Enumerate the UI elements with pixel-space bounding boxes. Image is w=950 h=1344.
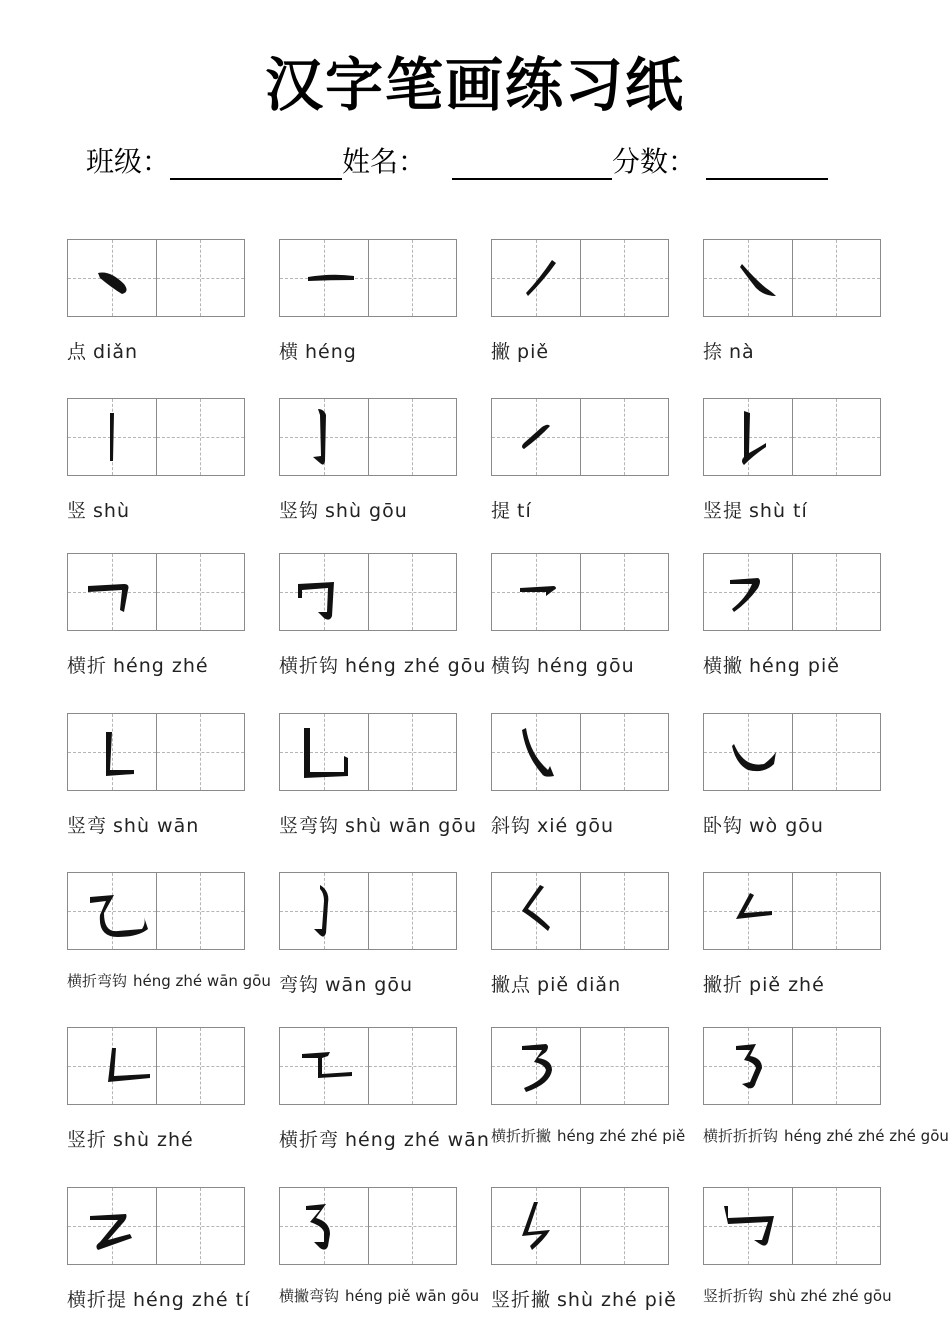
tian-grid[interactable] <box>703 1187 881 1265</box>
stroke-hanzi: 横撇弯钩 <box>279 1287 340 1305</box>
shu-wan-gou-stroke-icon <box>280 714 368 790</box>
tian-grid[interactable] <box>703 1027 881 1105</box>
example-box <box>492 873 581 949</box>
stroke-pinyin: wò gōu <box>749 815 824 837</box>
heng-stroke-icon <box>280 240 368 316</box>
student-info-row <box>86 140 828 180</box>
dian-stroke-icon <box>68 240 156 316</box>
stroke-practice-cell <box>491 1027 686 1146</box>
tian-grid[interactable] <box>67 1027 245 1105</box>
stroke-pinyin: héng zhé tí <box>133 1289 251 1311</box>
stroke-practice-cell <box>491 553 669 678</box>
stroke-pinyin: shù tí <box>749 500 808 522</box>
practice-box[interactable] <box>581 873 669 949</box>
class-label: 班级： <box>86 145 171 178</box>
tian-grid[interactable] <box>703 398 881 476</box>
heng-zhe-stroke-icon <box>68 554 156 630</box>
stroke-hanzi: 竖折撇 <box>491 1289 552 1311</box>
stroke-hanzi: 横撇 <box>703 655 744 677</box>
practice-box[interactable] <box>369 399 457 475</box>
stroke-pinyin: shù zhé zhé gōu <box>769 1287 892 1305</box>
tian-grid[interactable] <box>279 872 457 950</box>
stroke-hanzi: 撇 <box>491 341 512 363</box>
stroke-name-label <box>279 811 478 838</box>
practice-box[interactable] <box>793 399 881 475</box>
stroke-hanzi: 横折提 <box>67 1289 128 1311</box>
stroke-hanzi: 竖折 <box>67 1129 108 1151</box>
score-label: 分数： <box>612 145 697 178</box>
example-box <box>280 1188 369 1264</box>
stroke-practice-cell <box>491 398 669 523</box>
stroke-hanzi: 捺 <box>703 341 724 363</box>
practice-box[interactable] <box>793 240 881 316</box>
stroke-hanzi: 横折弯 <box>279 1129 340 1151</box>
example-box <box>704 873 793 949</box>
heng-zhe-wan-stroke-icon <box>280 1028 368 1104</box>
tian-grid[interactable] <box>491 1027 669 1105</box>
example-box <box>704 1188 793 1264</box>
stroke-name-label <box>491 496 669 523</box>
tian-grid[interactable] <box>491 713 669 791</box>
stroke-name-label <box>279 1125 490 1152</box>
class-blank[interactable] <box>170 146 342 180</box>
example-box <box>492 1028 581 1104</box>
stroke-pinyin: héng zhé gōu <box>345 655 487 677</box>
heng-pie-stroke-icon <box>704 554 792 630</box>
shu-gou-stroke-icon <box>280 399 368 475</box>
example-box <box>280 1028 369 1104</box>
practice-box[interactable] <box>369 714 457 790</box>
stroke-hanzi: 点 <box>67 341 88 363</box>
stroke-hanzi: 横折折撇 <box>491 1127 552 1145</box>
stroke-practice-cell <box>67 239 245 364</box>
stroke-hanzi: 卧钩 <box>703 815 744 837</box>
stroke-hanzi: 竖提 <box>703 500 744 522</box>
tian-grid[interactable] <box>67 239 245 317</box>
practice-box[interactable] <box>581 399 669 475</box>
pie-stroke-icon <box>492 240 580 316</box>
example-box <box>492 399 581 475</box>
practice-box[interactable] <box>581 554 669 630</box>
stroke-pinyin: héng piě wān gōu <box>345 1287 480 1305</box>
stroke-practice-cell <box>703 872 881 997</box>
stroke-hanzi: 横钩 <box>491 655 532 677</box>
stroke-name-label <box>491 651 669 678</box>
practice-box[interactable] <box>581 1028 669 1104</box>
stroke-name-label <box>67 811 245 838</box>
stroke-pinyin: diǎn <box>93 341 139 363</box>
stroke-practice-cell <box>703 398 881 523</box>
stroke-practice-cell <box>67 1187 251 1312</box>
tian-grid[interactable] <box>67 398 245 476</box>
xie-gou-stroke-icon <box>492 714 580 790</box>
shu-wan-stroke-icon <box>68 714 156 790</box>
stroke-practice-cell <box>279 398 457 523</box>
example-box <box>280 714 369 790</box>
stroke-name-label <box>279 970 457 997</box>
stroke-practice-cell <box>279 1027 490 1152</box>
stroke-practice-cell <box>279 553 487 678</box>
stroke-name-label <box>703 651 881 678</box>
stroke-pinyin: héng gōu <box>537 655 635 677</box>
tian-grid[interactable] <box>279 553 457 631</box>
practice-box[interactable] <box>157 554 245 630</box>
stroke-pinyin: héng zhé <box>113 655 209 677</box>
practice-box[interactable] <box>369 554 457 630</box>
example-box <box>68 1028 157 1104</box>
example-box <box>704 1028 793 1104</box>
tian-grid[interactable] <box>67 553 245 631</box>
stroke-name-label <box>491 970 669 997</box>
ti-stroke-icon <box>492 399 580 475</box>
tian-grid[interactable] <box>279 1027 457 1105</box>
practice-box[interactable] <box>369 1188 457 1264</box>
practice-box[interactable] <box>157 240 245 316</box>
tian-grid[interactable] <box>67 872 245 950</box>
tian-grid[interactable] <box>279 239 457 317</box>
practice-box[interactable] <box>581 240 669 316</box>
stroke-name-label <box>703 1125 949 1146</box>
stroke-practice-cell <box>67 553 245 678</box>
practice-box[interactable] <box>793 714 881 790</box>
heng-gou-stroke-icon <box>492 554 580 630</box>
practice-box[interactable] <box>157 1188 245 1264</box>
stroke-name-label <box>703 970 881 997</box>
shu-ti-stroke-icon <box>704 399 792 475</box>
example-box <box>280 873 369 949</box>
stroke-practice-cell <box>703 1187 892 1306</box>
heng-zhe-gou-stroke-icon <box>280 554 368 630</box>
stroke-hanzi: 横 <box>279 341 300 363</box>
tian-grid[interactable] <box>703 239 881 317</box>
stroke-hanzi: 竖弯 <box>67 815 108 837</box>
heng-zhe-ti-stroke-icon <box>68 1188 156 1264</box>
stroke-practice-cell <box>703 239 881 364</box>
stroke-pinyin: shù wān <box>113 815 200 837</box>
stroke-name-label <box>279 1285 480 1306</box>
stroke-pinyin: nà <box>729 341 755 363</box>
name-label: 姓名： <box>342 145 427 178</box>
score-blank[interactable] <box>706 146 828 180</box>
stroke-hanzi: 撇点 <box>491 974 532 996</box>
stroke-practice-cell <box>279 713 478 838</box>
stroke-pinyin: shù wān gōu <box>345 815 478 837</box>
stroke-practice-cell <box>67 1027 245 1152</box>
stroke-pinyin: héng <box>305 341 357 363</box>
stroke-practice-cell <box>491 872 669 997</box>
stroke-practice-cell <box>703 1027 949 1146</box>
stroke-name-label <box>703 1285 892 1306</box>
stroke-name-label <box>67 651 245 678</box>
stroke-pinyin: wān gōu <box>325 974 414 996</box>
stroke-name-label <box>67 337 245 364</box>
example-box <box>68 554 157 630</box>
tian-grid[interactable] <box>491 553 669 631</box>
stroke-name-label <box>67 970 271 991</box>
stroke-pinyin: shù zhé <box>113 1129 194 1151</box>
stroke-pinyin: shù zhé piě <box>557 1289 677 1311</box>
stroke-name-label <box>67 1125 245 1152</box>
stroke-pinyin: piě <box>517 341 550 363</box>
example-box <box>492 554 581 630</box>
example-box <box>492 240 581 316</box>
example-box <box>704 714 793 790</box>
tian-grid[interactable] <box>491 398 669 476</box>
stroke-pinyin: héng piě <box>749 655 840 677</box>
heng-zhe-wan-gou-stroke-icon <box>68 873 156 949</box>
practice-box[interactable] <box>793 554 881 630</box>
stroke-hanzi: 横折 <box>67 655 108 677</box>
heng-zhe-zhe-pie-stroke-icon <box>492 1028 580 1104</box>
stroke-name-label <box>491 811 669 838</box>
stroke-practice-cell <box>67 872 271 991</box>
tian-grid[interactable] <box>491 239 669 317</box>
practice-box[interactable] <box>369 240 457 316</box>
stroke-pinyin: héng zhé wān <box>345 1129 490 1151</box>
na-stroke-icon <box>704 240 792 316</box>
practice-box[interactable] <box>157 714 245 790</box>
stroke-hanzi: 提 <box>491 500 512 522</box>
stroke-pinyin: héng zhé wān gōu <box>133 972 271 990</box>
stroke-name-label <box>491 337 669 364</box>
example-box <box>280 554 369 630</box>
tian-grid[interactable] <box>279 1187 457 1265</box>
stroke-hanzi: 横折钩 <box>279 655 340 677</box>
example-box <box>68 1188 157 1264</box>
stroke-name-label <box>67 1285 251 1312</box>
tian-grid[interactable] <box>491 1187 669 1265</box>
stroke-practice-cell <box>67 713 245 838</box>
stroke-practice-cell <box>703 553 881 678</box>
stroke-practice-cell <box>279 239 457 364</box>
stroke-practice-cell <box>279 872 457 997</box>
example-box <box>68 714 157 790</box>
tian-grid[interactable] <box>67 1187 245 1265</box>
tian-grid[interactable] <box>67 713 245 791</box>
practice-box[interactable] <box>157 1028 245 1104</box>
example-box <box>68 240 157 316</box>
shu-stroke-icon <box>68 399 156 475</box>
tian-grid[interactable] <box>491 872 669 950</box>
stroke-name-label <box>703 496 881 523</box>
stroke-pinyin: piě zhé <box>749 974 825 996</box>
stroke-name-label <box>67 496 245 523</box>
stroke-name-label <box>491 1285 677 1312</box>
practice-box[interactable] <box>793 1188 881 1264</box>
pie-zhe-stroke-icon <box>704 873 792 949</box>
stroke-practice-cell <box>491 1187 677 1312</box>
stroke-name-label <box>491 1125 686 1146</box>
stroke-hanzi: 横折弯钩 <box>67 972 128 990</box>
stroke-pinyin: shù gōu <box>325 500 408 522</box>
page-title: 汉字笔画练习纸 <box>264 51 685 119</box>
practice-box[interactable] <box>581 1188 669 1264</box>
tian-grid[interactable] <box>279 713 457 791</box>
stroke-name-label <box>279 651 487 678</box>
stroke-practice-cell <box>491 239 669 364</box>
stroke-practice-cell <box>279 1187 480 1306</box>
wo-gou-stroke-icon <box>704 714 792 790</box>
example-box <box>68 873 157 949</box>
example-box <box>68 399 157 475</box>
stroke-hanzi: 竖 <box>67 500 88 522</box>
stroke-name-label <box>279 337 457 364</box>
practice-box[interactable] <box>369 873 457 949</box>
stroke-pinyin: shù <box>93 500 130 522</box>
practice-box[interactable] <box>369 1028 457 1104</box>
stroke-hanzi: 横折折折钩 <box>703 1127 779 1145</box>
tian-grid[interactable] <box>703 713 881 791</box>
example-box <box>704 399 793 475</box>
practice-box[interactable] <box>793 1028 881 1104</box>
tian-grid[interactable] <box>279 398 457 476</box>
stroke-hanzi: 斜钩 <box>491 815 532 837</box>
stroke-name-label <box>279 496 457 523</box>
practice-box[interactable] <box>581 714 669 790</box>
example-box <box>280 240 369 316</box>
wan-gou-stroke-icon <box>280 873 368 949</box>
practice-box[interactable] <box>157 399 245 475</box>
stroke-pinyin: tí <box>517 500 532 522</box>
stroke-name-label <box>703 337 881 364</box>
stroke-pinyin: héng zhé zhé piě <box>557 1127 686 1145</box>
stroke-pinyin: xié gōu <box>537 815 614 837</box>
name-blank[interactable] <box>452 146 612 180</box>
shu-zhe-zhe-gou-stroke-icon <box>704 1188 792 1264</box>
shu-zhe-pie-stroke-icon <box>492 1188 580 1264</box>
heng-pie-wan-gou-stroke-icon <box>280 1188 368 1264</box>
stroke-practice-cell <box>703 713 881 838</box>
stroke-name-label <box>703 811 881 838</box>
stroke-hanzi: 竖钩 <box>279 500 320 522</box>
stroke-practice-cell <box>67 398 245 523</box>
example-box <box>704 240 793 316</box>
example-box <box>704 554 793 630</box>
pie-dian-stroke-icon <box>492 873 580 949</box>
practice-box[interactable] <box>793 873 881 949</box>
stroke-hanzi: 弯钩 <box>279 974 320 996</box>
stroke-practice-cell <box>491 713 669 838</box>
stroke-hanzi: 撇折 <box>703 974 744 996</box>
stroke-pinyin: héng zhé zhé zhé gōu <box>784 1127 949 1145</box>
stroke-pinyin: piě diǎn <box>537 974 622 996</box>
example-box <box>492 1188 581 1264</box>
tian-grid[interactable] <box>703 553 881 631</box>
shu-zhe-stroke-icon <box>68 1028 156 1104</box>
heng-zhe-zhe-zhe-gou-stroke-icon <box>704 1028 792 1104</box>
stroke-hanzi: 竖弯钩 <box>279 815 340 837</box>
example-box <box>492 714 581 790</box>
stroke-hanzi: 竖折折钩 <box>703 1287 764 1305</box>
example-box <box>280 399 369 475</box>
tian-grid[interactable] <box>703 872 881 950</box>
practice-box[interactable] <box>157 873 245 949</box>
